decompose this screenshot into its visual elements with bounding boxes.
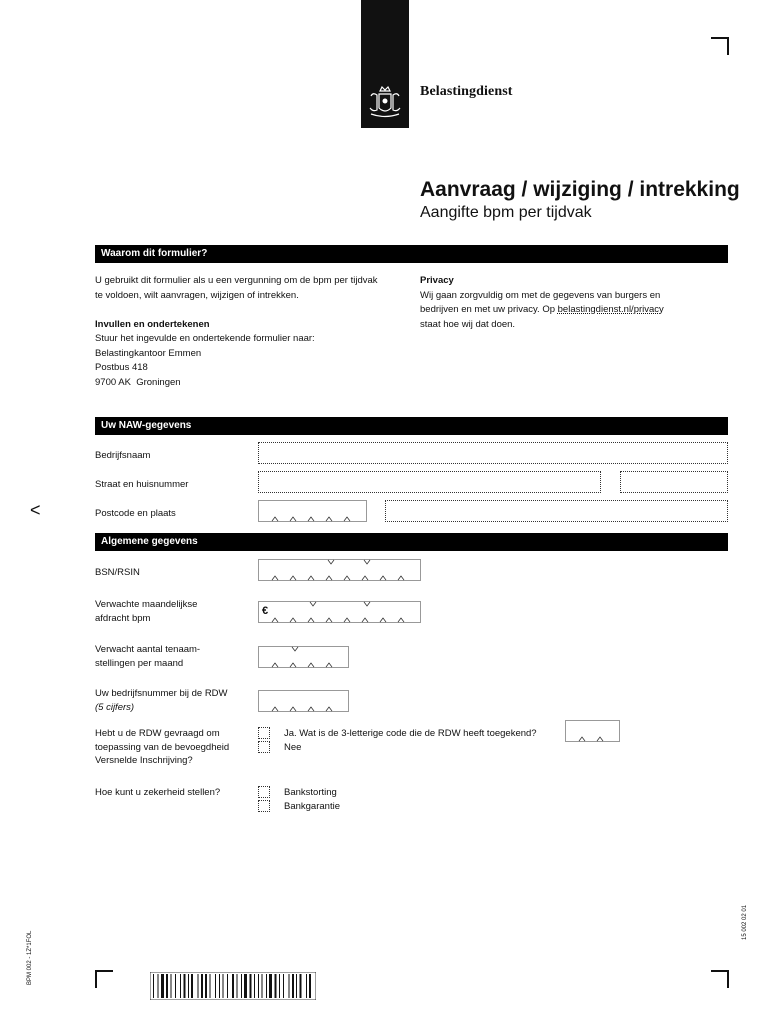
- bsn-rsin-field[interactable]: [258, 559, 421, 581]
- rdw-yes-checkbox[interactable]: [258, 727, 270, 739]
- section-heading-general: Algemene gegevens: [95, 533, 728, 551]
- bsn-label: BSN/RSIN: [95, 567, 140, 578]
- rdw-no-label: Nee: [284, 742, 302, 753]
- rdw-yes-label: Ja. Wat is de 3-letterige code die de RDW heeft toegekend?: [284, 728, 537, 739]
- registrations-field[interactable]: [258, 646, 349, 668]
- street-label: Straat en huisnummer: [95, 479, 189, 490]
- crop-mark-top-right: [711, 37, 729, 55]
- form-code-left: BPM 002 - 1Z*1FOL: [27, 930, 33, 985]
- form-code-right: 15 002 02 01: [742, 904, 748, 940]
- crop-mark-bottom-left: [95, 970, 113, 988]
- crop-mark-bottom-right: [711, 970, 729, 988]
- privacy-link[interactable]: belastingdienst.nl/privacy: [557, 304, 664, 315]
- fill-in-line: Belastingkantoor Emmen: [95, 347, 202, 359]
- fill-in-heading: Invullen en ondertekenen: [95, 319, 210, 330]
- rdw-code-field[interactable]: [565, 720, 620, 742]
- registrations-label: Verwacht aantal tenaam- stellingen per maand: [95, 644, 201, 669]
- section-heading-naw: Uw NAW-gegevens: [95, 417, 728, 435]
- privacy-text: staat hoe wij dat doen.: [420, 318, 516, 330]
- company-name-label: Bedrijfsnaam: [95, 450, 151, 461]
- company-name-field[interactable]: [258, 442, 728, 464]
- privacy-text-part: bedrijven en met uw privacy. Op: [420, 304, 558, 315]
- intro-text: U gebruikt dit formulier als u een vergunning om de bpm per tijdvak te voldoen, wilt aanvragen, wijzigen of intrekken.: [95, 275, 378, 301]
- rdw-no-checkbox[interactable]: [258, 741, 270, 753]
- section-heading-why: Waarom dit formulier?: [95, 245, 728, 263]
- brand-name: Belastingdienst: [420, 84, 513, 99]
- postcode-label: Postcode en plaats: [95, 508, 176, 519]
- city-field[interactable]: [385, 500, 728, 522]
- expected-payment-field[interactable]: [258, 601, 421, 623]
- euro-symbol: €: [262, 605, 269, 617]
- rdw-number-hint: (5 cijfers): [95, 702, 135, 713]
- privacy-text: Wij gaan zorgvuldig om met de gegevens van burgers en: [420, 289, 661, 301]
- fill-in-line: Stuur het ingevulde en ondertekende formulier naar:: [95, 333, 315, 344]
- bank-guarantee-checkbox[interactable]: [258, 800, 270, 812]
- rdw-question-label: Hebt u de RDW gevraagd om toepassing van de bevoegdheid Versnelde Inschrijving?: [95, 728, 230, 766]
- privacy-heading: Privacy: [420, 275, 454, 286]
- rdw-number-field[interactable]: [258, 690, 349, 712]
- street-field[interactable]: [258, 471, 601, 493]
- fill-in-line: 9700 AK Groningen: [95, 376, 181, 388]
- bank-deposit-label: Bankstorting: [284, 787, 337, 798]
- coat-of-arms-icon: [365, 82, 405, 120]
- bank-deposit-checkbox[interactable]: [258, 786, 270, 798]
- side-mark: <: [30, 500, 41, 520]
- postcode-field[interactable]: [258, 500, 367, 522]
- rdw-number-label: Uw bedrijfsnummer bij de RDW: [95, 688, 228, 699]
- privacy-text: [420, 303, 664, 318]
- house-number-field[interactable]: [620, 471, 728, 493]
- form-subtitle: Aangifte bpm per tijdvak: [420, 204, 592, 221]
- security-label: Hoe kunt u zekerheid stellen?: [95, 787, 221, 798]
- barcode: [150, 972, 316, 1000]
- expected-payment-label: Verwachte maandelijkse afdracht bpm: [95, 599, 198, 624]
- form-title: Aanvraag / wijziging / intrekking: [420, 178, 740, 201]
- fill-in-line: Postbus 418: [95, 362, 148, 373]
- bank-guarantee-label: Bankgarantie: [284, 801, 340, 812]
